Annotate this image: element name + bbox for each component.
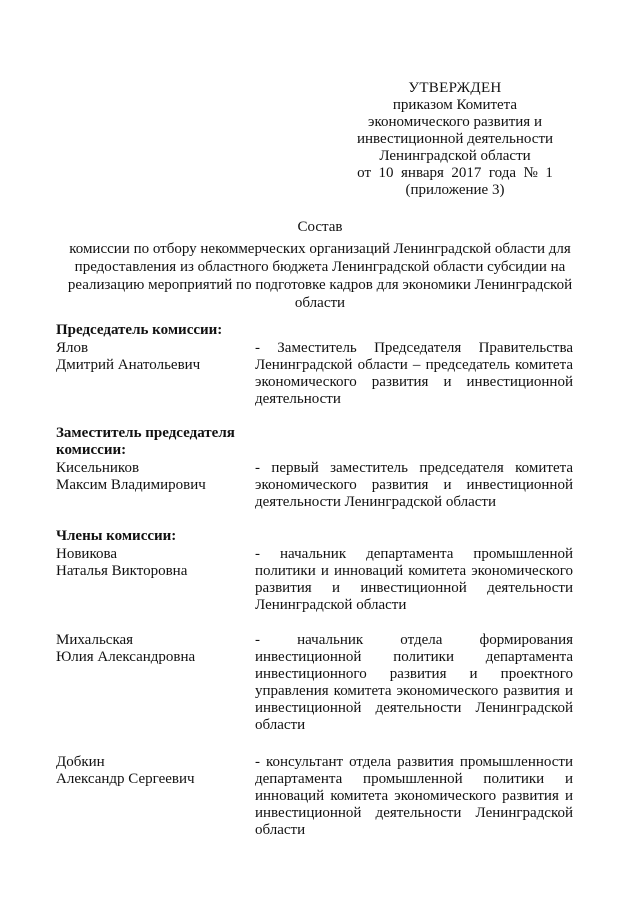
approval-date: от 10 января 2017 года № 1 [357, 165, 553, 181]
member-name [56, 754, 256, 788]
approval-line: экономического развития и [368, 114, 542, 130]
member-position: - Заместитель Председателя Правительства Ленинградской области – председатель комитета экономического развития и инвестиционной деятельности [255, 340, 573, 407]
document-title-block [50, 218, 590, 312]
member-given-name: Александр Сергеевич [56, 771, 195, 787]
approval-line: Ленинградской области [379, 148, 531, 164]
member-given-name: Юлия Александровна [56, 649, 196, 665]
member-surname: Кисельников [56, 460, 140, 476]
document-subtitle: комиссии по отбору некоммерческих организаций Ленинградской области для предоставления из областного бюджета Ленинградской области субсидии на реализацию мероприятий по подготовке кадров для экономики Ленинградской области [67, 241, 573, 311]
approval-stamp [330, 80, 580, 199]
member-position: - начальник департамента промышленной политики и инноваций комитета экономического развития и инвестиционной деятельности Ленинградской области [255, 546, 573, 613]
document-title: Состав [297, 219, 343, 235]
member-name [56, 546, 256, 580]
member-name [56, 460, 256, 494]
member-given-name: Максим Владимирович [56, 477, 206, 493]
member-position: - консультант отдела развития промышленности департамента промышленной политики и инноваций комитета экономического развития и инвестиционной деятельности Ленинградской области [255, 754, 573, 838]
approval-line: инвестиционной деятельности [356, 131, 554, 147]
member-surname: Ялов [56, 340, 89, 356]
member-surname: Михальская [56, 632, 134, 648]
section-heading-vice-chairman: Заместитель председателя комиссии: [56, 425, 235, 458]
member-surname: Новикова [56, 546, 118, 562]
member-position: - начальник отдела формирования инвестиционной политики департамента инвестиционного развития и проектного управления комитета экономического развития и инвестиционной деятельности Ленинградской области [255, 632, 573, 733]
member-given-name: Наталья Викторовна [56, 563, 188, 579]
section-heading-chairman: Председатель комиссии: [56, 322, 223, 338]
approval-appendix: (приложение 3) [405, 182, 505, 198]
member-given-name: Дмитрий Анатольевич [56, 357, 201, 373]
approval-heading: УТВЕРЖДЕН [408, 80, 502, 96]
member-name [56, 340, 256, 374]
member-surname: Добкин [56, 754, 105, 770]
member-position: - первый заместитель председателя комитета экономического развития и инвестиционной деятельности Ленинградской области [255, 460, 573, 510]
approval-line: приказом Комитета [392, 97, 518, 113]
section-heading-members: Члены комиссии: [56, 528, 177, 544]
member-name [56, 632, 256, 666]
